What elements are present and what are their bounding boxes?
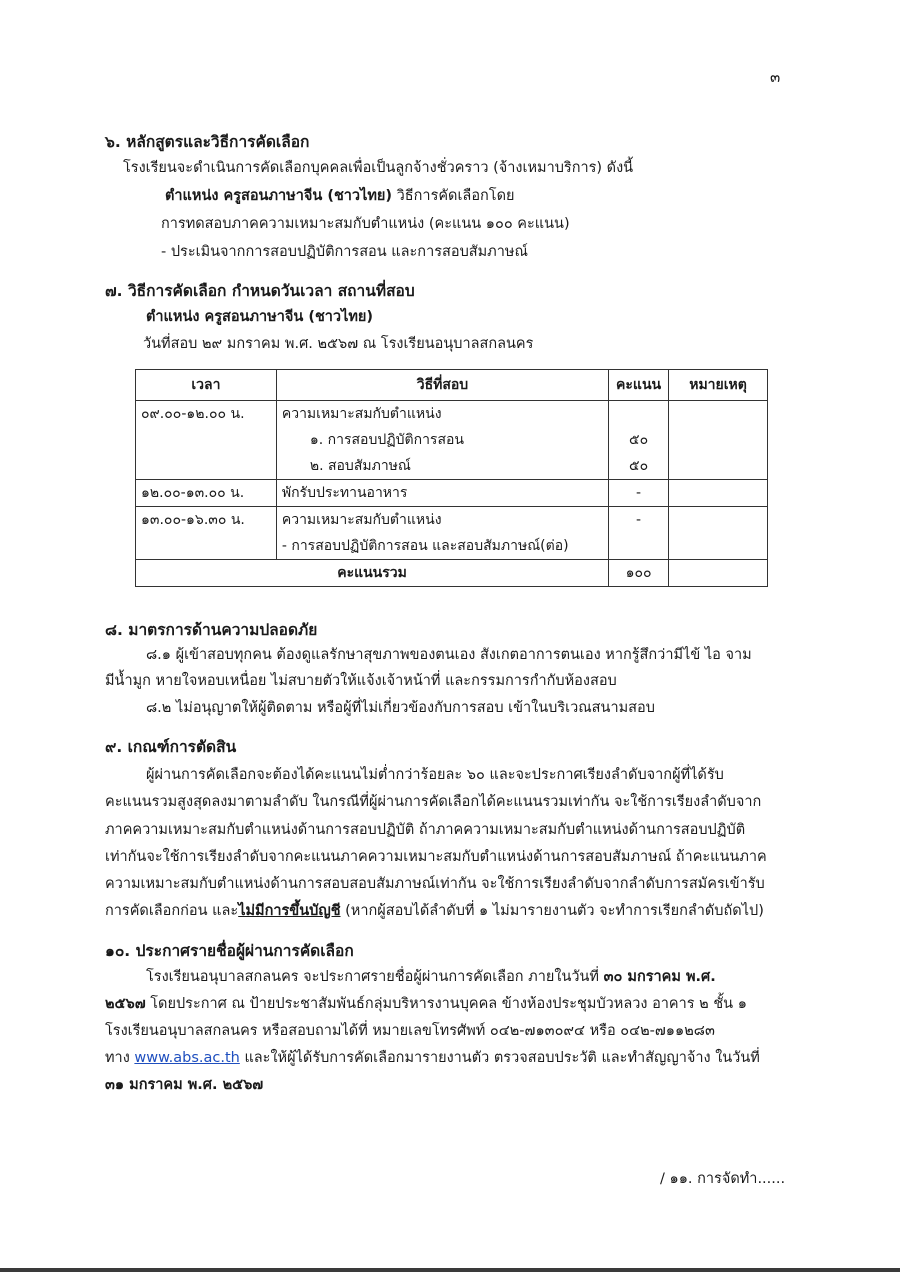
announce-year: ๒๕๖๗	[105, 996, 146, 1012]
section-9-line1: ผู้ผ่านการคัดเลือกจะต้องได้คะแนนไม่ต่ำกว่าร้อยละ ๖๐ และจะประกาศเรียงลำดับจากผู้ที่ได้รับ	[146, 767, 724, 783]
section-8-p1-line1: ๘.๑ ผู้เข้าสอบทุกคน ต้องดูแลรักษาสุขภาพของตนเอง สังเกตอาการตนเอง หากรู้สึกว่ามีไข้ ไอ จาม	[146, 647, 752, 663]
table-header-row	[136, 370, 768, 401]
header-score: คะแนน	[609, 370, 669, 401]
row-remark	[669, 507, 768, 560]
row-method: พักรับประทานอาหาร	[276, 480, 608, 507]
header-remark: หมายเหตุ	[669, 370, 768, 401]
section-6-method: การทดสอบภาคความเหมาะสมกับตำแหน่ง (คะแนน ๑๐๐ คะแนน)	[161, 216, 570, 232]
section-7-position: ตำแหน่ง ครูสอนภาษาจีน (ชาวไทย)	[146, 309, 374, 325]
total-remark	[669, 560, 768, 587]
row-time: ๑๒.๐๐-๑๓.๐๐ น.	[136, 480, 277, 507]
section-9-line5: ความเหมาะสมกับตำแหน่งด้านการสอบสอบสัมภาษณ์เท่ากัน จะใช้การเรียงลำดับจากลำดับการสมัครเข้ารับ	[105, 876, 765, 892]
section-10-line5: ๓๑ มกราคม พ.ศ. ๒๕๖๗	[105, 1077, 264, 1093]
section-9-line2: คะแนนรวมสูงสุดลงมาตามลำดับ ในกรณีที่ผู้ผ่านการคัดเลือกได้คะแนนรวมเท่ากัน จะใช้การเรียงลำดับจาก	[105, 794, 762, 810]
bottom-edge-rule	[0, 1268, 900, 1272]
row-method	[276, 401, 608, 480]
section-9-line4: เท่ากันจะใช้การเรียงลำดับจากคะแนนภาคความเหมาะสมกับตำแหน่งด้านการสอบสัมภาษณ์ ถ้าคะแนนภาค	[105, 849, 767, 865]
row-score: -	[609, 507, 669, 560]
exam-schedule-table	[135, 369, 768, 587]
section-10-line4	[105, 1047, 760, 1069]
section-10-heading: ๑๐. ประกาศรายชื่อผู้ผ่านการคัดเลือก	[105, 942, 354, 960]
announce-date: ๓๐ มกราคม พ.ศ.	[603, 969, 716, 985]
section-10-line1	[146, 966, 716, 988]
section-9-line3: ภาคความเหมาะสมกับตำแหน่งด้านการสอบปฏิบัติ ถ้าภาคความเหมาะสมกับตำแหน่งด้านการสอบปฏิบัติ	[105, 822, 746, 838]
via-label: ทาง	[105, 1050, 135, 1066]
row-score	[609, 401, 669, 480]
page-number: ๓	[770, 68, 781, 86]
table-row	[136, 507, 768, 560]
section-6-heading: ๖. หลักสูตรและวิธีการคัดเลือก	[105, 133, 310, 151]
row-time: ๐๙.๐๐-๑๒.๐๐ น.	[136, 401, 277, 480]
section-7-heading: ๗. วิธีการคัดเลือก กำหนดวันเวลา สถานที่สอบ	[105, 282, 415, 300]
row-score: -	[609, 480, 669, 507]
method-item-1: ๑. การสอบปฏิบัติการสอน	[309, 432, 464, 448]
row-remark	[669, 401, 768, 480]
section-6-position	[165, 185, 515, 207]
score-item-2: ๕๐	[629, 458, 649, 474]
score-item-1: ๕๐	[629, 432, 649, 448]
method-title: ความเหมาะสมกับตำแหน่ง	[281, 406, 442, 422]
position-title: ตำแหน่ง ครูสอนภาษาจีน (ชาวไทย)	[165, 188, 393, 204]
row-method	[276, 507, 608, 560]
table-row	[136, 480, 768, 507]
line6-end: (หากผู้สอบได้ลำดับที่ ๑ ไม่มารายงานตัว จะทำการเรียกลำดับถัดไป)	[340, 903, 764, 919]
row-time: ๑๓.๐๐-๑๖.๓๐ น.	[136, 507, 277, 560]
header-method: วิธีที่สอบ	[276, 370, 608, 401]
section-6-bullet: - ประเมินจากการสอบปฏิบัติการสอน และการสอบสัมภาษณ์	[161, 244, 528, 260]
header-time: เวลา	[136, 370, 277, 401]
report-text: และให้ผู้ได้รับการคัดเลือกมารายงานตัว ตรวจสอบประวัติ และทำสัญญาจ้าง ในวันที่	[239, 1050, 760, 1066]
announce-text: โรงเรียนอนุบาลสกลนคร จะประกาศรายชื่อผู้ผ่านการคัดเลือก ภายในวันที่	[146, 969, 604, 985]
method-title: ความเหมาะสมกับตำแหน่ง	[281, 512, 442, 528]
table-total-row	[136, 560, 768, 587]
section-10-line2	[105, 993, 747, 1015]
section-9-heading: ๙. เกณฑ์การตัดสิน	[105, 738, 237, 756]
announce-location: โดยประกาศ ณ ป้ายประชาสัมพันธ์กลุ่มบริหารงานบุคคล ข้างห้องประชุมบัวหลวง อาคาร ๒ ชั้น ๑	[145, 996, 747, 1012]
row-remark	[669, 480, 768, 507]
section-10-line3: โรงเรียนอนุบาลสกลนคร หรือสอบถามได้ที่ หมายเลขโทรศัพท์ ๐๔๒-๗๑๓๐๙๔ หรือ ๐๔๒-๗๑๑๒๘๓	[105, 1023, 715, 1039]
table-row	[136, 401, 768, 480]
section-7-date: วันที่สอบ ๒๙ มกราคม พ.ศ. ๒๕๖๗ ณ โรงเรียนอนุบาลสกลนคร	[143, 336, 534, 352]
position-method-label: วิธีการคัดเลือกโดย	[392, 188, 515, 204]
method-item-2: ๒. สอบสัมภาษณ์	[309, 458, 411, 474]
line6-start: การคัดเลือกก่อน และ	[105, 903, 239, 919]
total-label: คะแนนรวม	[136, 560, 609, 587]
section-6-intro: โรงเรียนจะดำเนินการคัดเลือกบุคคลเพื่อเป็นลูกจ้างชั่วคราว (จ้างเหมาบริการ) ดังนี้	[123, 160, 634, 176]
section-8-p2: ๘.๒ ไม่อนุญาตให้ผู้ติดตาม หรือผู้ที่ไม่เกี่ยวข้องกับการสอบ เข้าในบริเวณสนามสอบ	[146, 700, 655, 716]
section-9-line6	[105, 900, 764, 922]
section-8-heading: ๘. มาตรการด้านความปลอดภัย	[105, 621, 318, 639]
method-detail: - การสอบปฏิบัติการสอน และสอบสัมภาษณ์(ต่อ)	[281, 538, 569, 554]
section-8-p1-line2: มีน้ำมูก หายใจหอบเหนื่อย ไม่สบายตัวให้แจ้งเจ้าหน้าที่ และกรรมการกำกับห้องสอบ	[105, 673, 617, 689]
no-waiting-list: ไม่มีการขึ้นบัญชี	[238, 903, 341, 919]
website-link[interactable]: www.abs.ac.th	[134, 1050, 240, 1066]
continued-footer: / ๑๑. การจัดทำ......	[660, 1171, 786, 1187]
total-score: ๑๐๐	[609, 560, 669, 587]
